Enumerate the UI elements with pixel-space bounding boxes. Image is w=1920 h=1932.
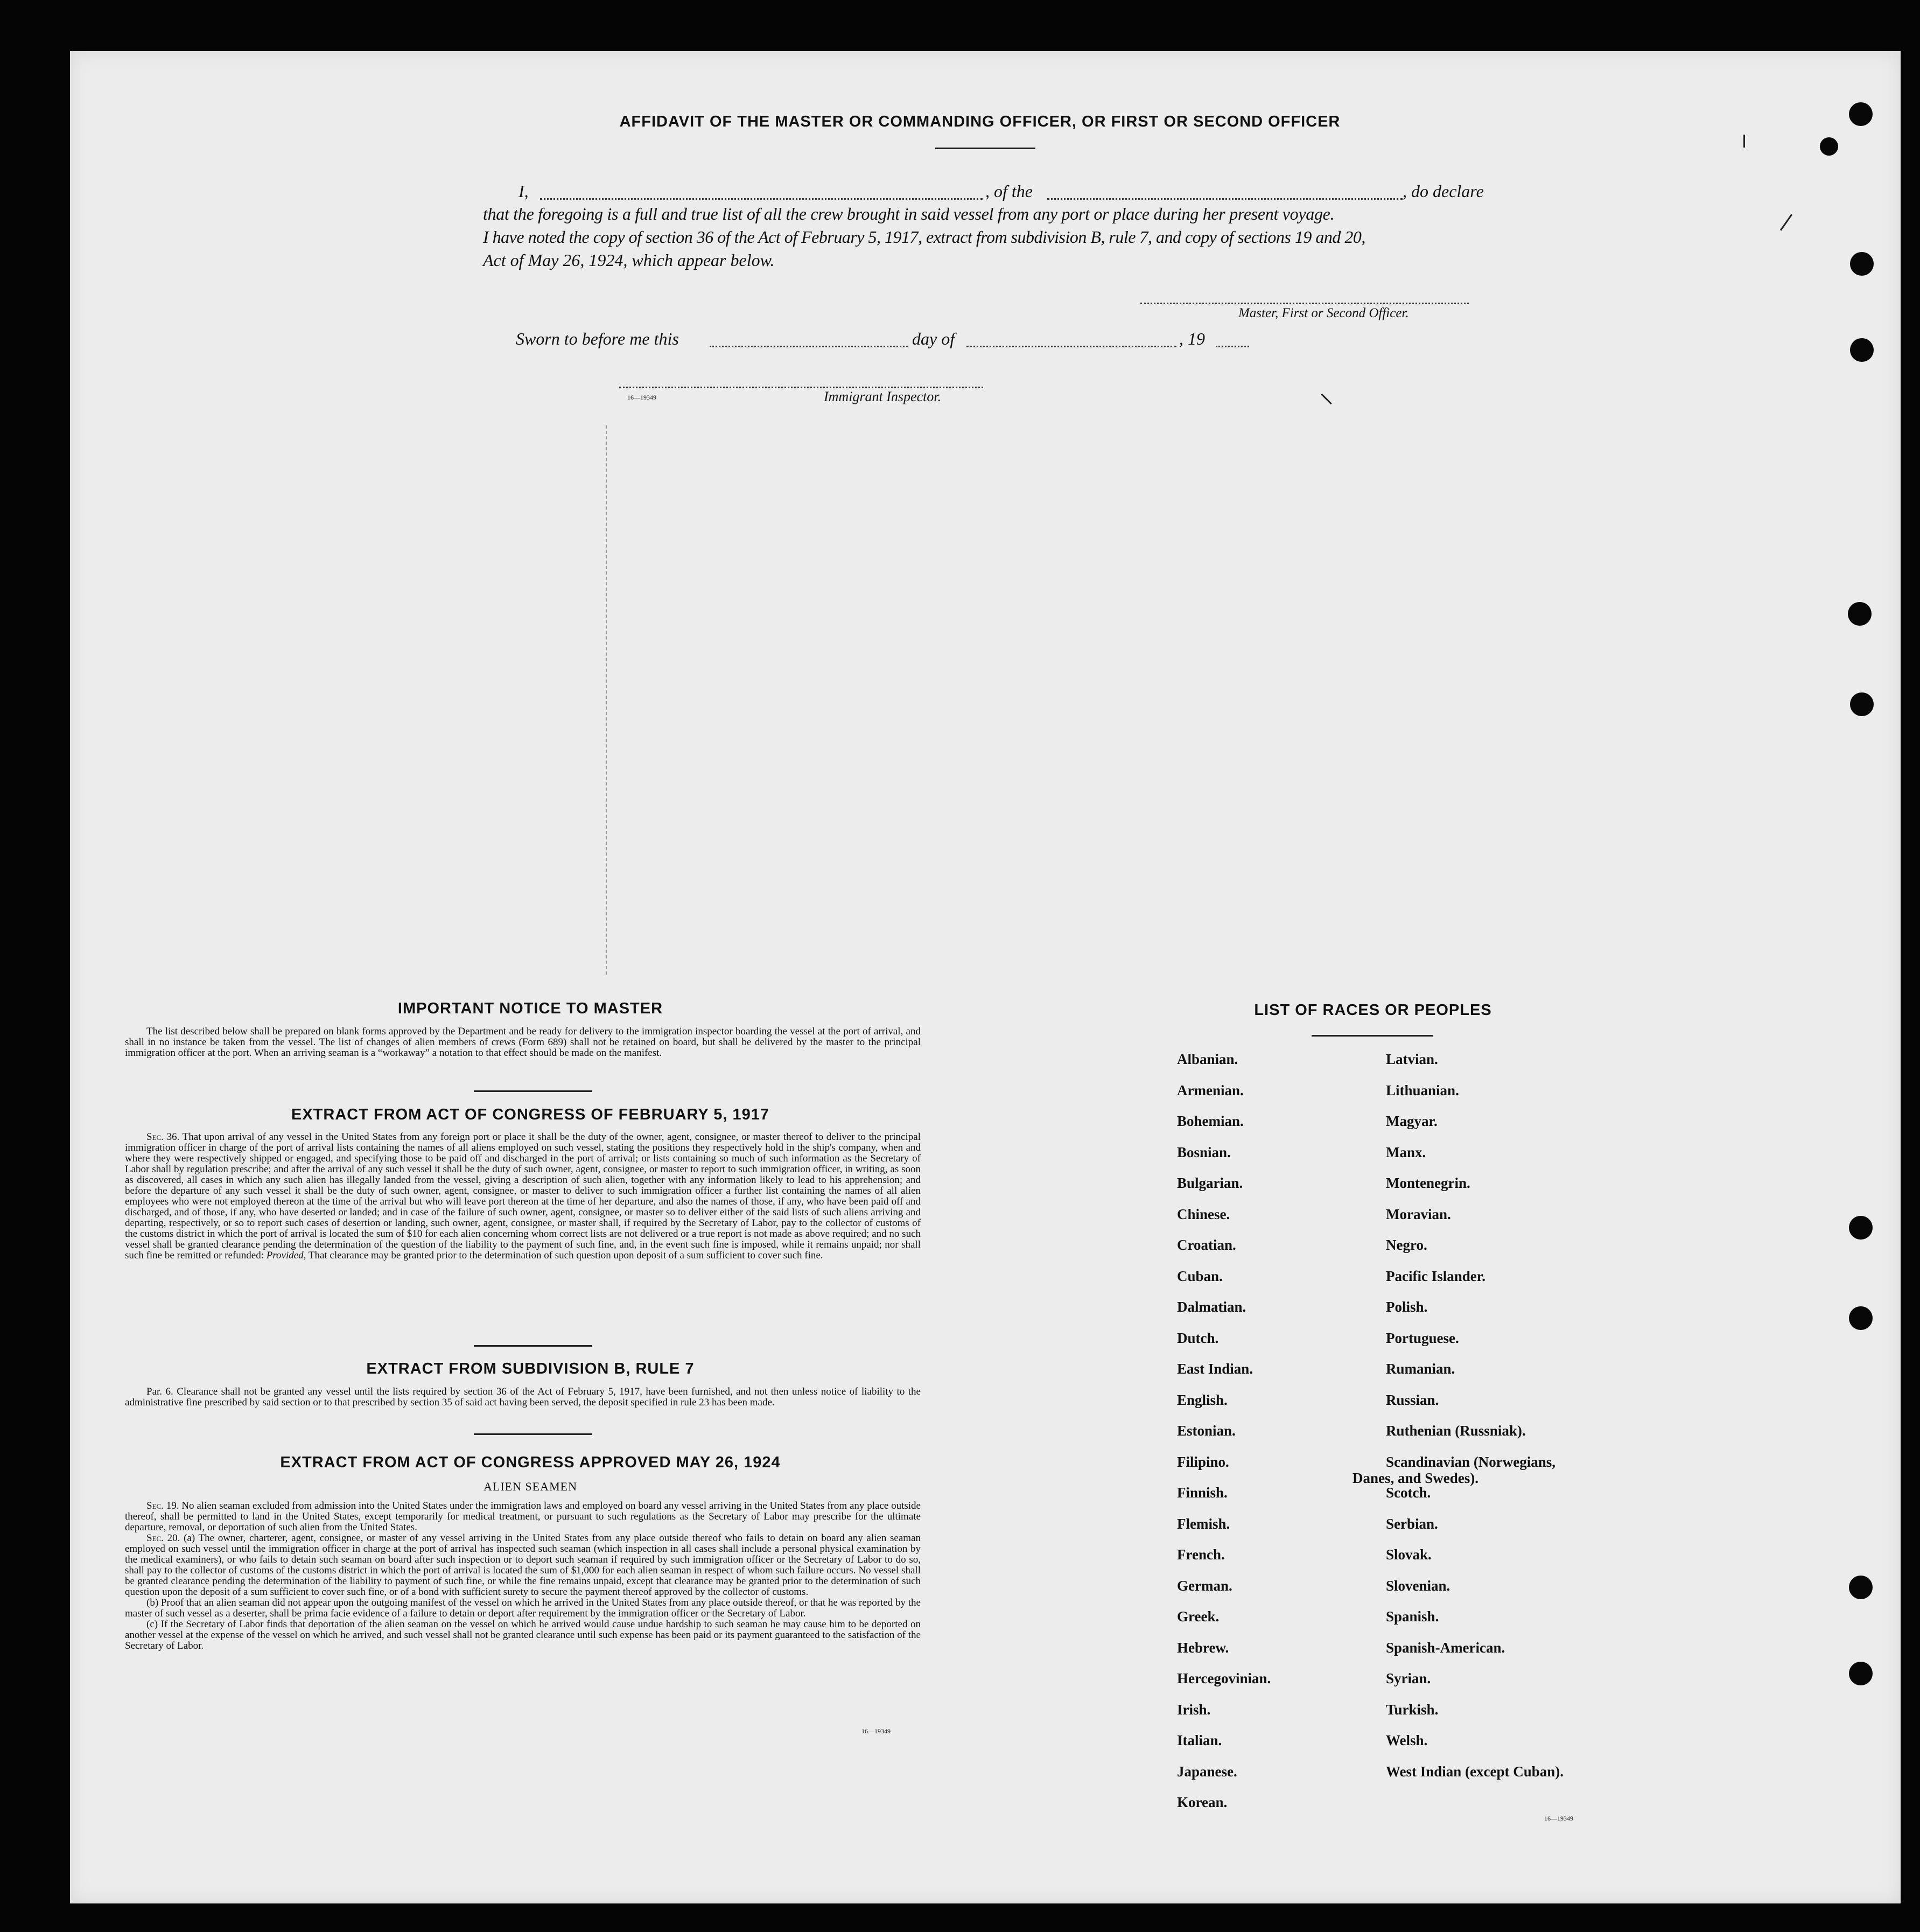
vessel-blank[interactable] [1047,198,1403,200]
form-number: 16—19349 [627,394,656,401]
day-of-label: day of [912,329,955,348]
race-item: German. [1177,1577,1232,1594]
affidavit-declare: , do declare [1403,181,1484,201]
notice-text [125,1026,921,1059]
punch-hole [1849,102,1873,126]
affidavit-line-2: that the foregoing is a full and true list of all the crew brought in said vessel from any port or place during her present voyage. [483,204,1335,223]
par-6-paragraph: Par. 6. Clearance shall not be granted any vessel until the lists required by section 36 of the Act of February 5, 1917, have been furnished, and not then unless notice of liability to the administrative fine prescribed by said section or to that prescribed by section 35 of said act having been served, the deposit specified in rule 23 has been made. [125,1386,921,1408]
signature-blank[interactable] [1140,303,1469,304]
extract-1917-title: EXTRACT FROM ACT OF CONGRESS OF FEBRUARY 5, 1917 [291,1106,770,1123]
stray-mark [1743,135,1745,148]
extract-rule7-title: EXTRACT FROM SUBDIVISION B, RULE 7 [366,1360,695,1377]
year-blank[interactable] [1216,346,1249,347]
race-item: Dutch. [1177,1329,1219,1346]
notice-title: IMPORTANT NOTICE TO MASTER [397,1000,663,1017]
race-item: Welsh. [1386,1732,1428,1748]
race-item: Irish. [1177,1701,1211,1718]
punch-hole [1849,1662,1873,1685]
form-number: 16—19349 [1544,1815,1573,1822]
sworn-month-blank[interactable] [966,346,1176,347]
race-item: Flemish. [1177,1515,1230,1532]
race-item: Spanish. [1386,1608,1439,1625]
race-item: Russian. [1386,1391,1439,1408]
sec-20a-text: (a) The owner, charterer, agent, consignee, or master of any vessel arriving in the United States from any place outside thereof who fails to detain on board any alien seaman employed on such vessel until the immigration officer in charge at the port of arrival has inspected such seaman (which inspection in all cases shall include a personal physical examination by the medical examiners), or who fails to detain such seaman on board after such inspection or to deport such seaman if required by such immigration officer or the Secretary of Labor to do so, shall pay to the collector of customs of the customs district in which the port of arrival is located the sum of $1,000 for each alien seaman in respect of whom such failure occurs. No vessel shall be granted clearance pending the determination of the liability to payment of such fine, or while the fine remains unpaid, except that clearance may be granted prior to the determination of such question upon the deposit of a sum sufficient to cover such fine, or of a bond with sufficient surety to secure the payment thereof approved by the collector of customs. [125,1532,921,1598]
punch-hole [1848,602,1872,626]
race-item: Hercegovinian. [1177,1670,1271,1686]
race-item: Filipino. [1177,1453,1229,1470]
alien-seamen-subtitle: ALIEN SEAMEN [483,1480,577,1493]
divider [474,1433,592,1435]
race-item: Syrian. [1386,1670,1431,1686]
race-item: Scandinavian (Norwegians, [1386,1453,1556,1470]
race-item: Japanese. [1177,1763,1237,1780]
sec-20b-paragraph: (b) Proof that an alien seaman did not appear upon the outgoing manifest of the vessel on which he arrived in the United States from any place outside thereof, or that he was reported by the master of such vessel as a deserter, shall be prima facie evidence of a failure to detain or deport after requirement by the immigration officer or the Secretary of Labor. [125,1597,921,1619]
divider [935,148,1035,149]
affidavit-of-the: , of the [985,181,1033,201]
race-item: Croatian. [1177,1237,1236,1253]
sworn-label: Sworn to before me this [516,329,679,348]
race-item: Polish. [1386,1299,1428,1315]
race-item: Greek. [1177,1608,1220,1625]
divider [474,1090,592,1092]
extract-1924-title: EXTRACT FROM ACT OF CONGRESS APPROVED MAY 26, 1924 [280,1454,781,1471]
race-item: Cuban. [1177,1268,1223,1284]
sec-36-paragraph [125,1132,921,1261]
sec-36-text: That upon arrival of any vessel in the United States from any foreign port or place it shall be the duty of the owner, agent, consignee, or master thereof to deliver to the principal immigration officer in charge of the port of arrival lists containing the names of all aliens employed on such vessel, stating the positions they respectively hold in the ship's company, when and where they were respectively shipped or engaged, and specifying those to be paid off and discharged in the port of arrival; or lists containing so much of such information as the Secretary of Labor shall by regulation prescribe; and after the arrival of any such vessel it shall be the duty of such owner, agent, consignee, or master to report to such immigration officer, in writing, as soon as discovered, all cases in which any such alien has illegally landed from the vessel, giving a description of such alien, together with any information likely to lead to his apprehension; and before the departure of any such vessel it shall be the duty of such owner, agent, consignee, or master to deliver to such immigration officer a further list containing the names of all alien employees who were not employed thereon at the time of the arrival but who will leave port thereon at the time of her departure, and also the names of those, if any, who have been paid off and discharged, and of those, if any, who have deserted or landed; and in case of the failure of such owner, agent, consignee, or master so to deliver either of the said lists of such aliens arriving and departing, respectively, or so to report such cases of desertion or landing, such owner, agent, consignee, or master shall, if required by the Secretary of Labor, pay to the collector of customs of the customs district in which the port of arrival is located the sum of $10 for each alien concerning whom correct lists are not delivered or a true report is not made as above required; and no such vessel shall be granted clearance pending the determination of the question of the liability to the payment of such fine, and, in the event such fine is imposed, while it remains unpaid; nor shall such fine be remitted or refunded: [125,1131,921,1261]
affidavit-line-1 [518,179,529,203]
signature-label: Master, First or Second Officer. [1238,306,1409,320]
inspector-label: Immigrant Inspector. [824,389,942,404]
name-blank[interactable] [540,198,983,200]
race-item: Ruthenian (Russniak). [1386,1423,1526,1439]
race-item: Spanish-American. [1386,1639,1505,1656]
races-title: LIST OF RACES OR PEOPLES [1254,1002,1492,1019]
race-item: Pacific Islander. [1386,1268,1485,1284]
race-item: East Indian. [1177,1361,1253,1377]
race-item: Negro. [1386,1237,1427,1253]
punch-hole [1850,338,1874,362]
race-item: Albanian. [1177,1051,1238,1067]
race-item: Scotch. [1386,1485,1431,1501]
race-item: Armenian. [1177,1082,1244,1098]
race-item: Moravian. [1386,1206,1451,1222]
inspector-signature-blank[interactable] [619,387,983,388]
notice-paragraph: The list described below shall be prepared on blank forms approved by the Department and be ready for delivery to the immigration inspector boarding the vessel at the port of arrival, and shall in no instance be taken from the vessel. The list of changes of alien members of crews (Form 689) shall not be retained on board, but shall be delivered by the master to the principal immigration officer at the port. When an arriving seaman is a “workaway” a notation to that effect should be made on the manifest. [125,1026,921,1059]
extract-1917-text [125,1132,921,1261]
punch-hole [1820,137,1838,156]
sec-19-text: No alien seaman excluded from admission into the United States under the immigration laws and employed on board any vessel arriving in the United States from any place outside thereof, shall be permitted to land in the United States, except temporarily for medical treatment, or pursuant to such regulations as the Secretary of Labor may prescribe for the ultimate departure, removal, or deportation of such alien from the United States. [125,1500,921,1533]
race-item: English. [1177,1391,1228,1408]
affidavit-i: I, [518,181,529,201]
punch-hole [1849,1216,1873,1240]
divider [474,1345,592,1347]
race-item: Bosnian. [1177,1144,1231,1160]
race-item: Rumanian. [1386,1361,1455,1377]
race-item: French. [1177,1546,1225,1563]
race-item: Latvian. [1386,1051,1438,1067]
affidavit-line-4: Act of May 26, 1924, which appear below. [483,250,775,270]
extract-rule7-text [125,1387,921,1408]
race-item: West Indian (except Cuban). [1386,1763,1564,1780]
affidavit-title: AFFIDAVIT OF THE MASTER OR COMMANDING OFFICER, OR FIRST OR SECOND OFFICER [619,113,1341,130]
race-item: Portuguese. [1386,1329,1459,1346]
race-item: Italian. [1177,1732,1222,1748]
sec-19-paragraph [125,1501,921,1533]
race-item: Korean. [1177,1794,1228,1810]
provided-label: Provided, [266,1250,306,1261]
sec-36-label: Sec. 36. [146,1131,180,1143]
race-item: Lithuanian. [1386,1082,1459,1098]
race-item: Danes, and Swedes). [1353,1469,1479,1486]
sec-20a-paragraph [125,1533,921,1598]
sworn-day-blank[interactable] [710,346,908,347]
race-item: Dalmatian. [1177,1299,1246,1315]
punch-hole [1849,1576,1873,1599]
sec-20-label: Sec. 20. [146,1532,180,1544]
sec-19-label: Sec. 19. [146,1500,179,1511]
year-label: , 19 [1179,329,1205,348]
race-item: Hebrew. [1177,1639,1229,1656]
race-item: Bohemian. [1177,1113,1244,1129]
form-number: 16—19349 [861,1727,891,1735]
race-item: Chinese. [1177,1206,1230,1222]
punch-hole [1850,252,1874,276]
race-item: Turkish. [1386,1701,1439,1718]
sec-36-text-end: That clearance may be granted prior to the determination of such question upon deposit of a sum sufficient to cover such fine. [308,1250,823,1261]
race-item: Slovak. [1386,1546,1432,1563]
race-item: Manx. [1386,1144,1426,1160]
race-item: Estonian. [1177,1423,1236,1439]
race-item: Montenegrin. [1386,1175,1470,1191]
divider [1312,1035,1433,1037]
extract-1924-text [125,1501,921,1651]
punch-hole [1850,692,1874,716]
race-item: Serbian. [1386,1515,1438,1532]
punch-hole [1849,1306,1873,1330]
affidavit-line-3: I have noted the copy of section 36 of the Act of February 5, 1917, extract from subdivision B, rule 7, and copy of sections 19 and 20, [483,227,1365,247]
race-item: Slovenian. [1386,1577,1450,1594]
race-item: Magyar. [1386,1113,1438,1129]
race-item: Finnish. [1177,1485,1228,1501]
sec-20c-paragraph: (c) If the Secretary of Labor finds that deportation of the alien seaman on the vessel on which he arrived would cause undue hardship to such seaman he may cause him to be deported on another vessel at the expense of the vessel on which he arrived, and such vessel shall not be granted clearance until such expense has been paid or its payment guaranteed to the satisfaction of the Secretary of Labor. [125,1619,921,1651]
race-item: Bulgarian. [1177,1175,1243,1191]
fold-line [606,425,607,975]
